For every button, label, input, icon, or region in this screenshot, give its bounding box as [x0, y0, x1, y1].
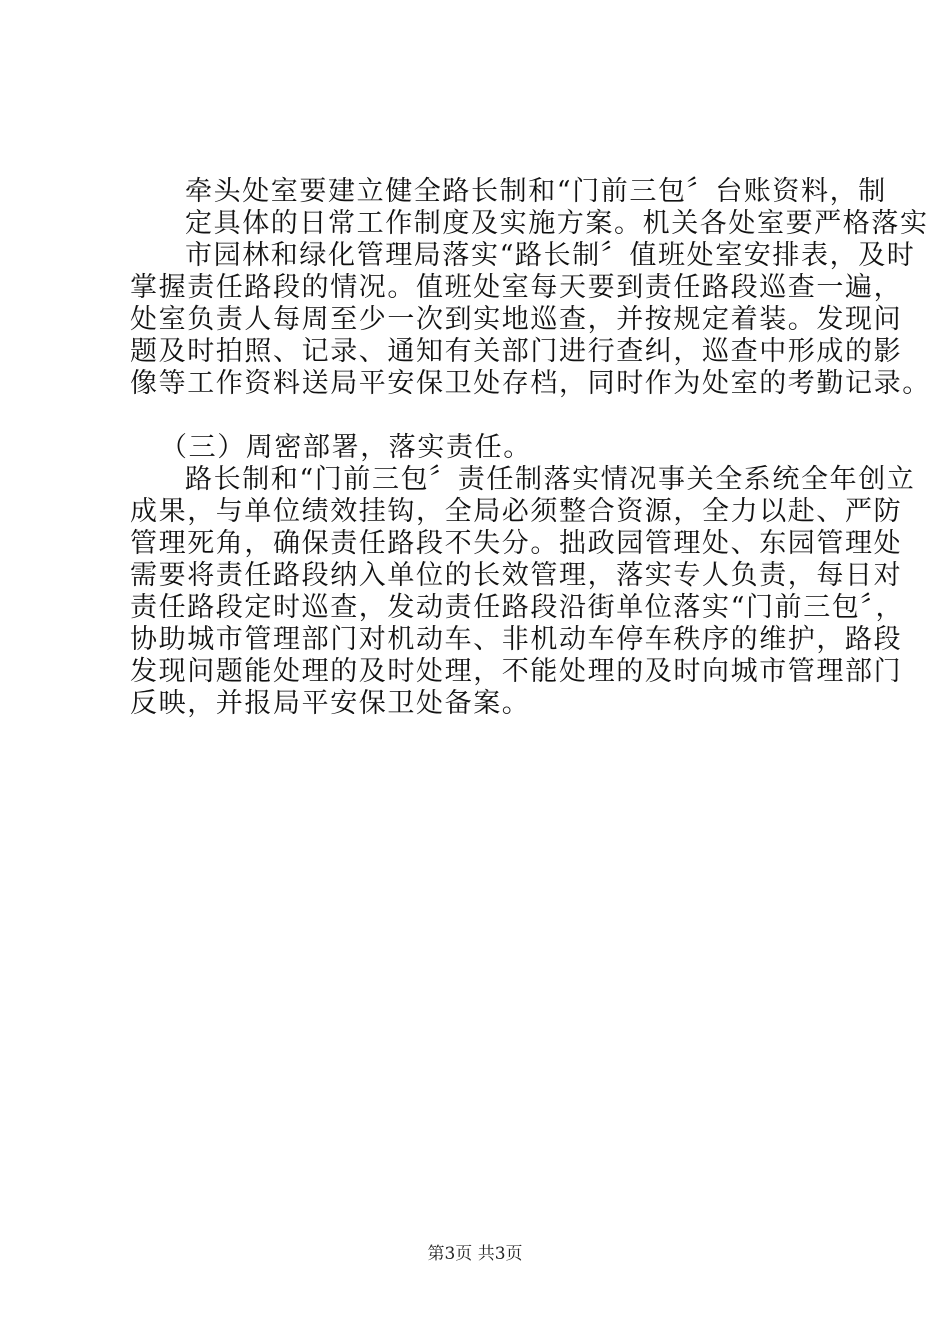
paragraph-line: 成果，与单位绩效挂钩，全局必须整合资源，全力以赴、严防	[130, 496, 903, 527]
paragraph-line: 反映，并报局平安保卫处备案。	[130, 688, 531, 719]
paragraph-line: 市园林和绿化管理局落实“路长制〞值班处室安排表，及时	[185, 240, 916, 271]
page-number: 第3页 共3页	[427, 1244, 523, 1264]
paragraph-line: 定具体的日常工作制度及实施方案。机关各处室要严格落实	[185, 208, 929, 239]
paragraph-line: 责任路段定时巡查，发动责任路段沿街单位落实“门前三包〞，	[130, 592, 905, 623]
paragraph-line: 牵头处室要建立健全路长制和“门前三包〞台账资料，制	[185, 176, 887, 207]
paragraph-line: 题及时拍照、记录、通知有关部门进行查纠，巡查中形成的影	[130, 336, 903, 367]
paragraph-line: 路长制和“门前三包〞责任制落实情况事关全系统全年创立	[185, 464, 916, 495]
paragraph-line: 协助城市管理部门对机动车、非机动车停车秩序的维护，路段	[130, 624, 903, 655]
paragraph-line: 像等工作资料送局平安保卫处存档，同时作为处室的考勤记录。	[130, 368, 931, 399]
paragraph-line: 管理死角，确保责任路段不失分。拙政园管理处、东园管理处	[130, 528, 903, 559]
paragraph-line: 掌握责任路段的情况。值班处室每天要到责任路段巡查一遍，	[130, 272, 903, 303]
section-heading: （三）周密部署，落实责任。	[160, 432, 532, 463]
paragraph-line: 需要将责任路段纳入单位的长效管理，落实专人负责，每日对	[130, 560, 903, 591]
paragraph-line: 处室负责人每周至少一次到实地巡查，并按规定着装。发现问	[130, 304, 903, 335]
paragraph-line: 发现问题能处理的及时处理，不能处理的及时向城市管理部门	[130, 656, 903, 687]
